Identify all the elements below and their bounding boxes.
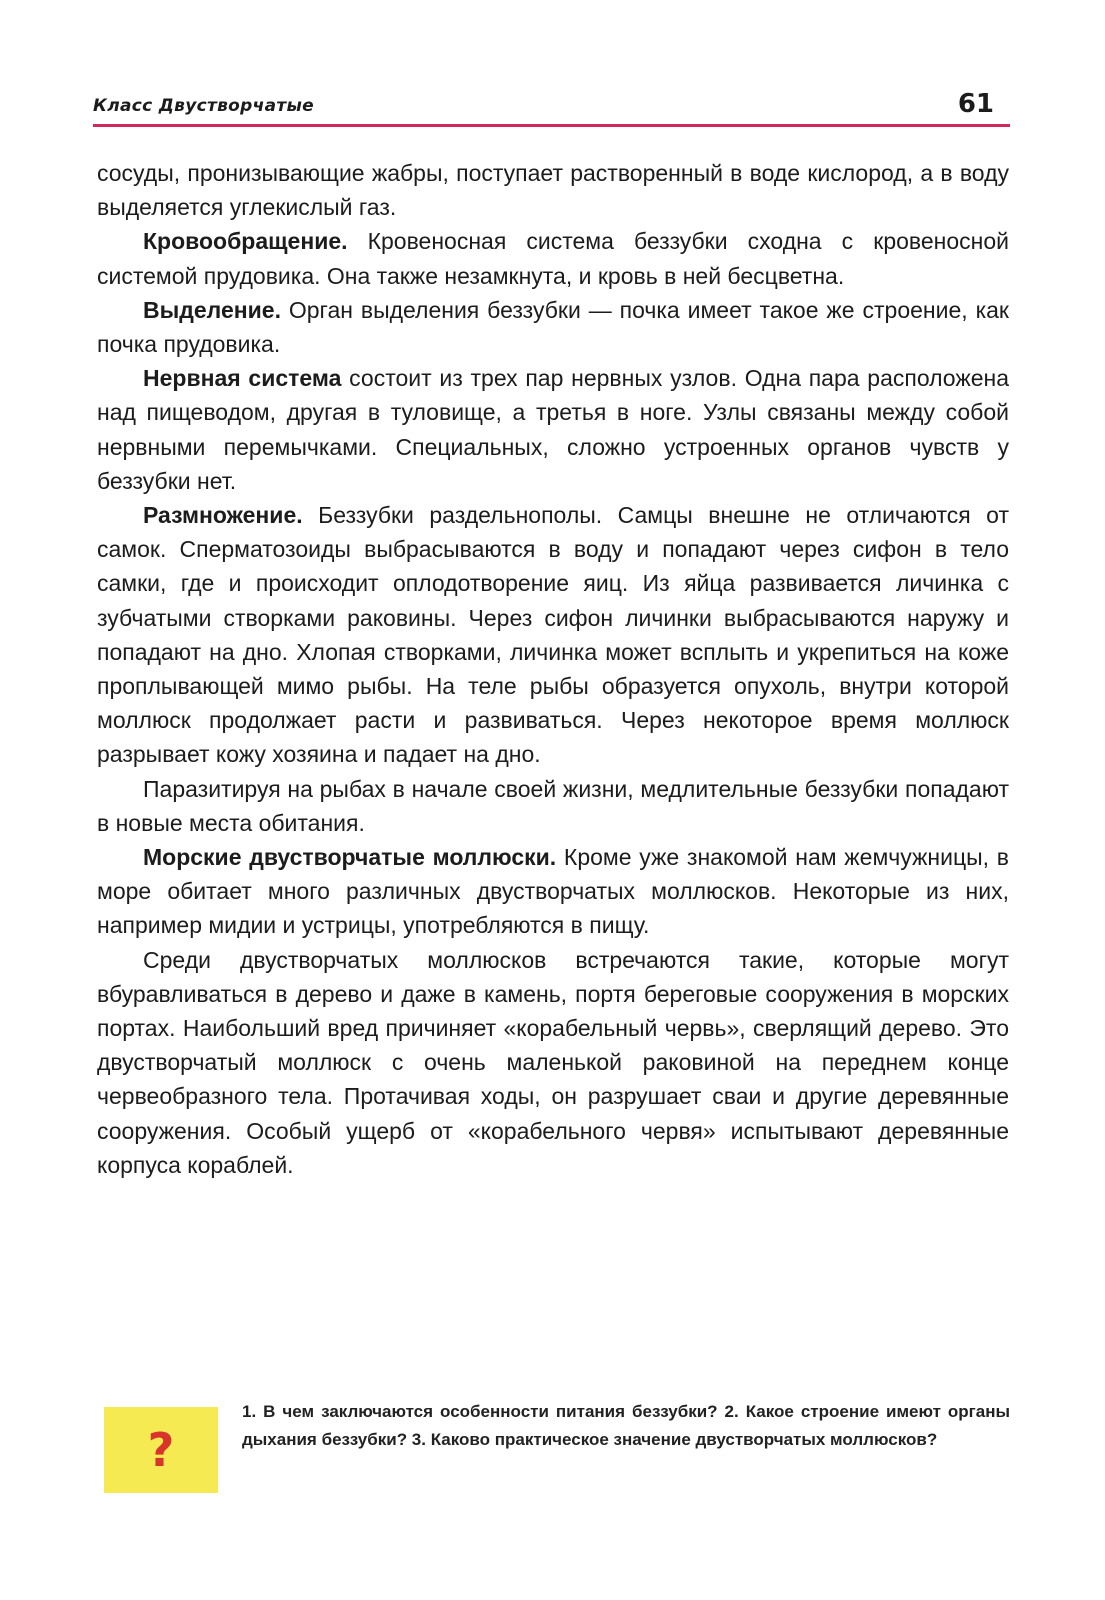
paragraph-excretion: [97, 293, 1009, 361]
paragraph-text: Кроме уже знакомой нам жемчужницы, в море обитает много различных двустворчатых моллюсков. Некоторые из них, например мидии и устрицы, употребляются в пищу.: [97, 844, 1009, 939]
paragraph-parasitism: [97, 772, 1009, 840]
paragraph-marine-bivalves: [97, 840, 1009, 943]
paragraph-text: сосуды, пронизывающие жабры, поступает растворенный в воде кислород, а в воду выделяется углекислый газ.: [97, 160, 1009, 221]
paragraph-lead: Кровообращение.: [143, 228, 348, 255]
page-number: 61: [957, 89, 994, 119]
paragraph-text: Среди двустворчатых моллюсков встречаются такие, которые могут вбуравливаться в дерево и даже в камень, портя береговые сооружения в морских портах. Наибольший вред причиняет «корабельный червь», сверлящий дерево. Это двустворчатый моллюск с очень маленькой раковиной на переднем конце червеобразного тела. Протачивая ходы, он разрушает сваи и другие деревянные сооружения. Особый ущерб от «корабельного червя» испытывают деревянные корпуса кораблей.: [97, 946, 1009, 1178]
paragraph-nervous-system: [97, 361, 1009, 498]
body-text: [97, 156, 1009, 1182]
paragraph-text: Беззубки раздельнополы. Самцы внешне не отличаются от самок. Сперматозоиды выбрасываются в воду и попадают через сифон в тело самки, где и происходит оплодотворение яиц. Из яйца развивается личинка с зубчатыми створками раковины. Через сифон личинки выбрасываются наружу и попадают на дно. Хлопая створками, личинка может всплыть и укрепиться на коже проплывающей мимо рыбы. На теле рыбы образуется опухоль, внутри которой моллюск продолжает расти и развиваться. Через некоторое время моллюск разрывает кожу хозяина и падает на дно.: [97, 502, 1009, 768]
paragraph-shipworm: [97, 943, 1009, 1182]
paragraph-lead: Выделение.: [143, 296, 281, 323]
paragraph-continuation: [97, 156, 1009, 224]
questions-icon-box: [104, 1407, 218, 1493]
paragraph-lead: Нервная система: [143, 365, 342, 392]
review-questions: 1. В чем заключаются особенности питания беззубки? 2. Какое строение имеют органы дыхания беззубки? 3. Каково практическое значение двустворчатых моллюсков?: [242, 1402, 1010, 1449]
page-header: [93, 86, 1010, 127]
paragraph-circulation: [97, 224, 1009, 292]
running-title: Класс Двустворчатые: [93, 96, 315, 116]
paragraph-text: Кровеносная система беззубки сходна с кровеносной системой прудовика. Она также незамкнута, и кровь в ней бесцветна.: [97, 228, 1009, 289]
question-mark-icon: ?: [147, 1423, 175, 1477]
paragraph-text: Паразитируя на рыбах в начале своей жизни, медлительные беззубки попадают в новые места обитания.: [97, 775, 1009, 836]
paragraph-text: состоит из трех пар нервных узлов. Одна пара расположена над пищеводом, другая в туловище, а третья в ноге. Узлы связаны между собой нервными перемычками. Специальных, сложно устроенных органов чувств у беззубки нет.: [97, 365, 1009, 494]
paragraph-text: Орган выделения беззубки — почка имеет такое же строение, как почка прудовика.: [97, 296, 1009, 358]
paragraph-lead: Размножение.: [143, 502, 303, 529]
paragraph-reproduction: [97, 498, 1009, 772]
paragraph-lead: Морские двустворчатые моллюски.: [143, 844, 557, 871]
